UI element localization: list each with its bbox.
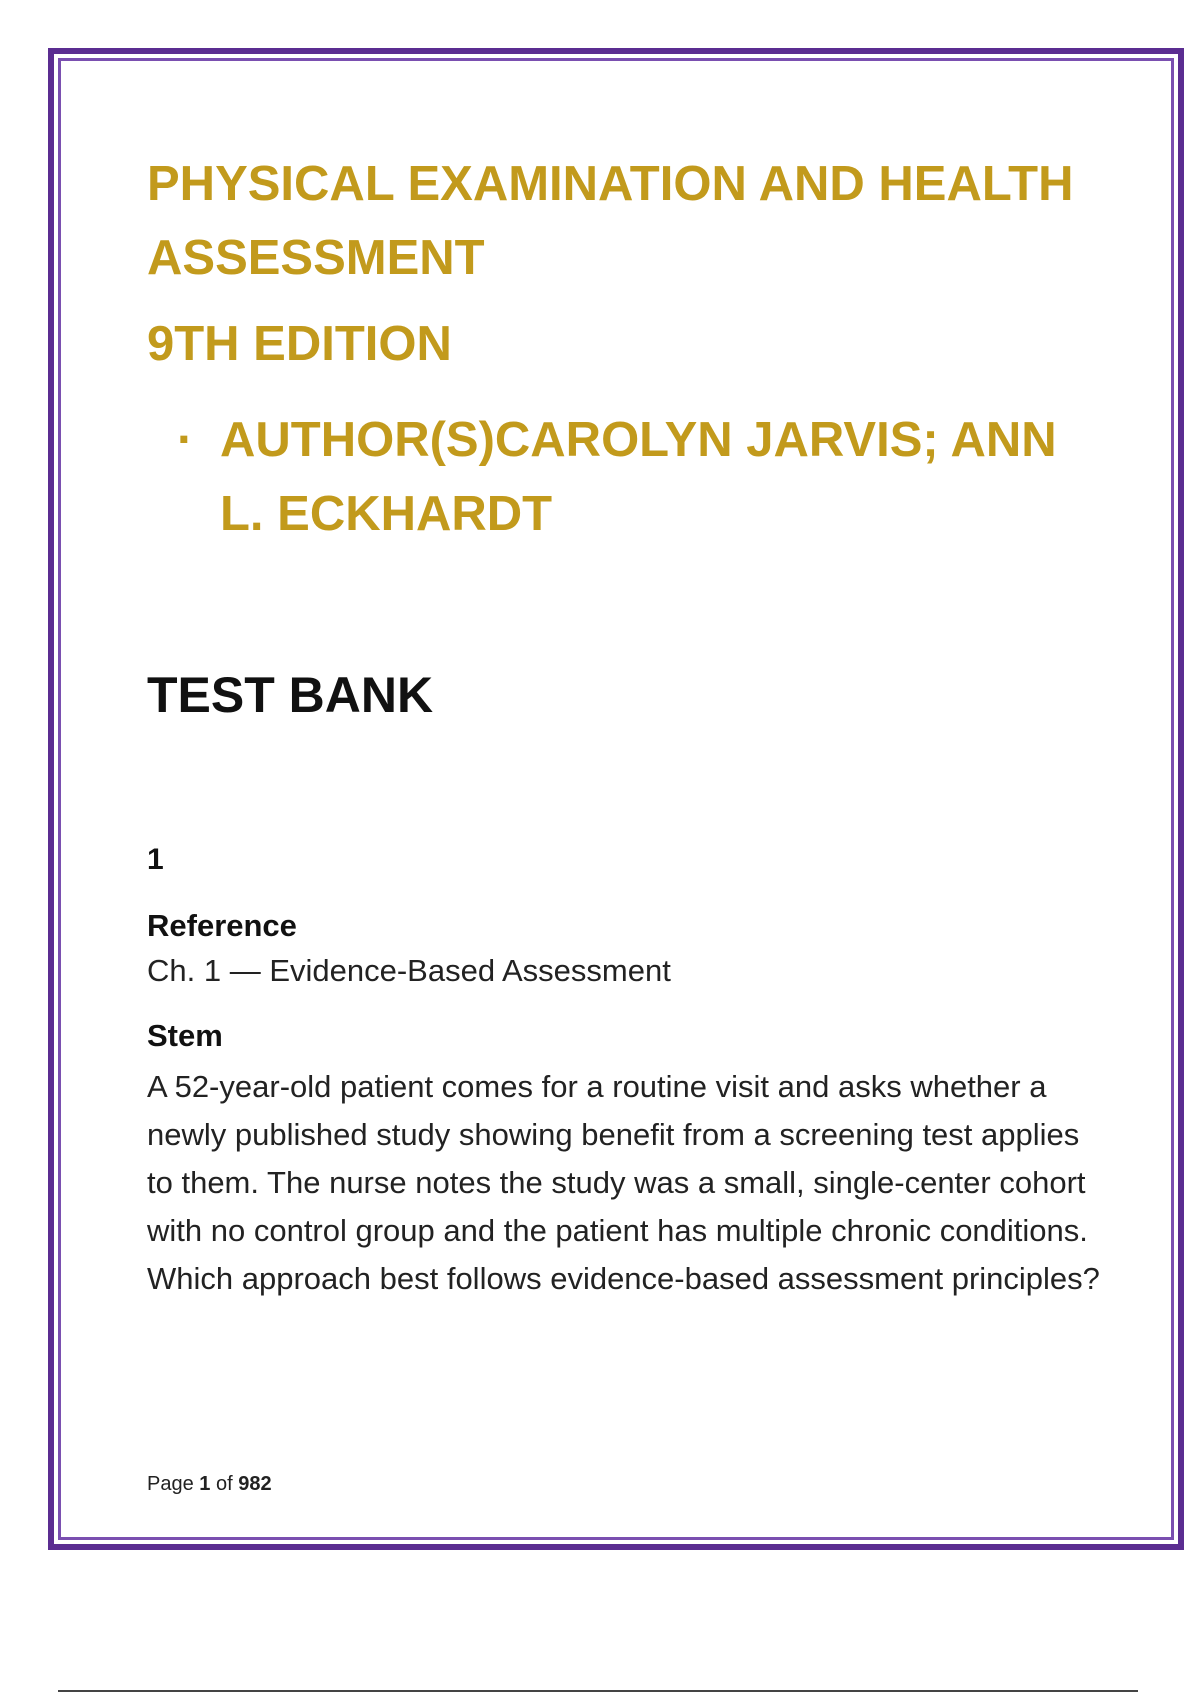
question-number: 1 (147, 843, 164, 876)
total-page-count: 982 (238, 1473, 272, 1495)
reference-label: Reference (147, 908, 297, 943)
stem-text: A 52-year-old patient comes for a routine visit and asks whether a newly published study showing benefit from a screening test applies to them. The nurse notes the study was a small, single-center cohort with no control group and the patient has multiple chronic conditions. Which approach best follows evidence-based assessment principles? (147, 1069, 1100, 1296)
page-word: Page (147, 1473, 194, 1495)
document-title: PHYSICAL EXAMINATION AND HEALTH ASSESSMENT (147, 157, 1074, 285)
author-list-item (177, 403, 1107, 551)
reference-text: Ch. 1 — Evidence-Based Assessment (147, 953, 671, 988)
document-edition: 9TH EDITION (147, 317, 452, 371)
of-word: of (215, 1473, 233, 1495)
bottom-divider (58, 1690, 1138, 1692)
page-number-footer (147, 1473, 272, 1496)
stem-label: Stem (147, 1018, 223, 1053)
document-author: AUTHOR(S)CAROLYN JARVIS; ANN L. ECKHARDT (220, 413, 1057, 541)
current-page-number: 1 (199, 1473, 211, 1495)
section-heading: TEST BANK (147, 667, 434, 723)
bullet-icon: · (177, 413, 194, 467)
